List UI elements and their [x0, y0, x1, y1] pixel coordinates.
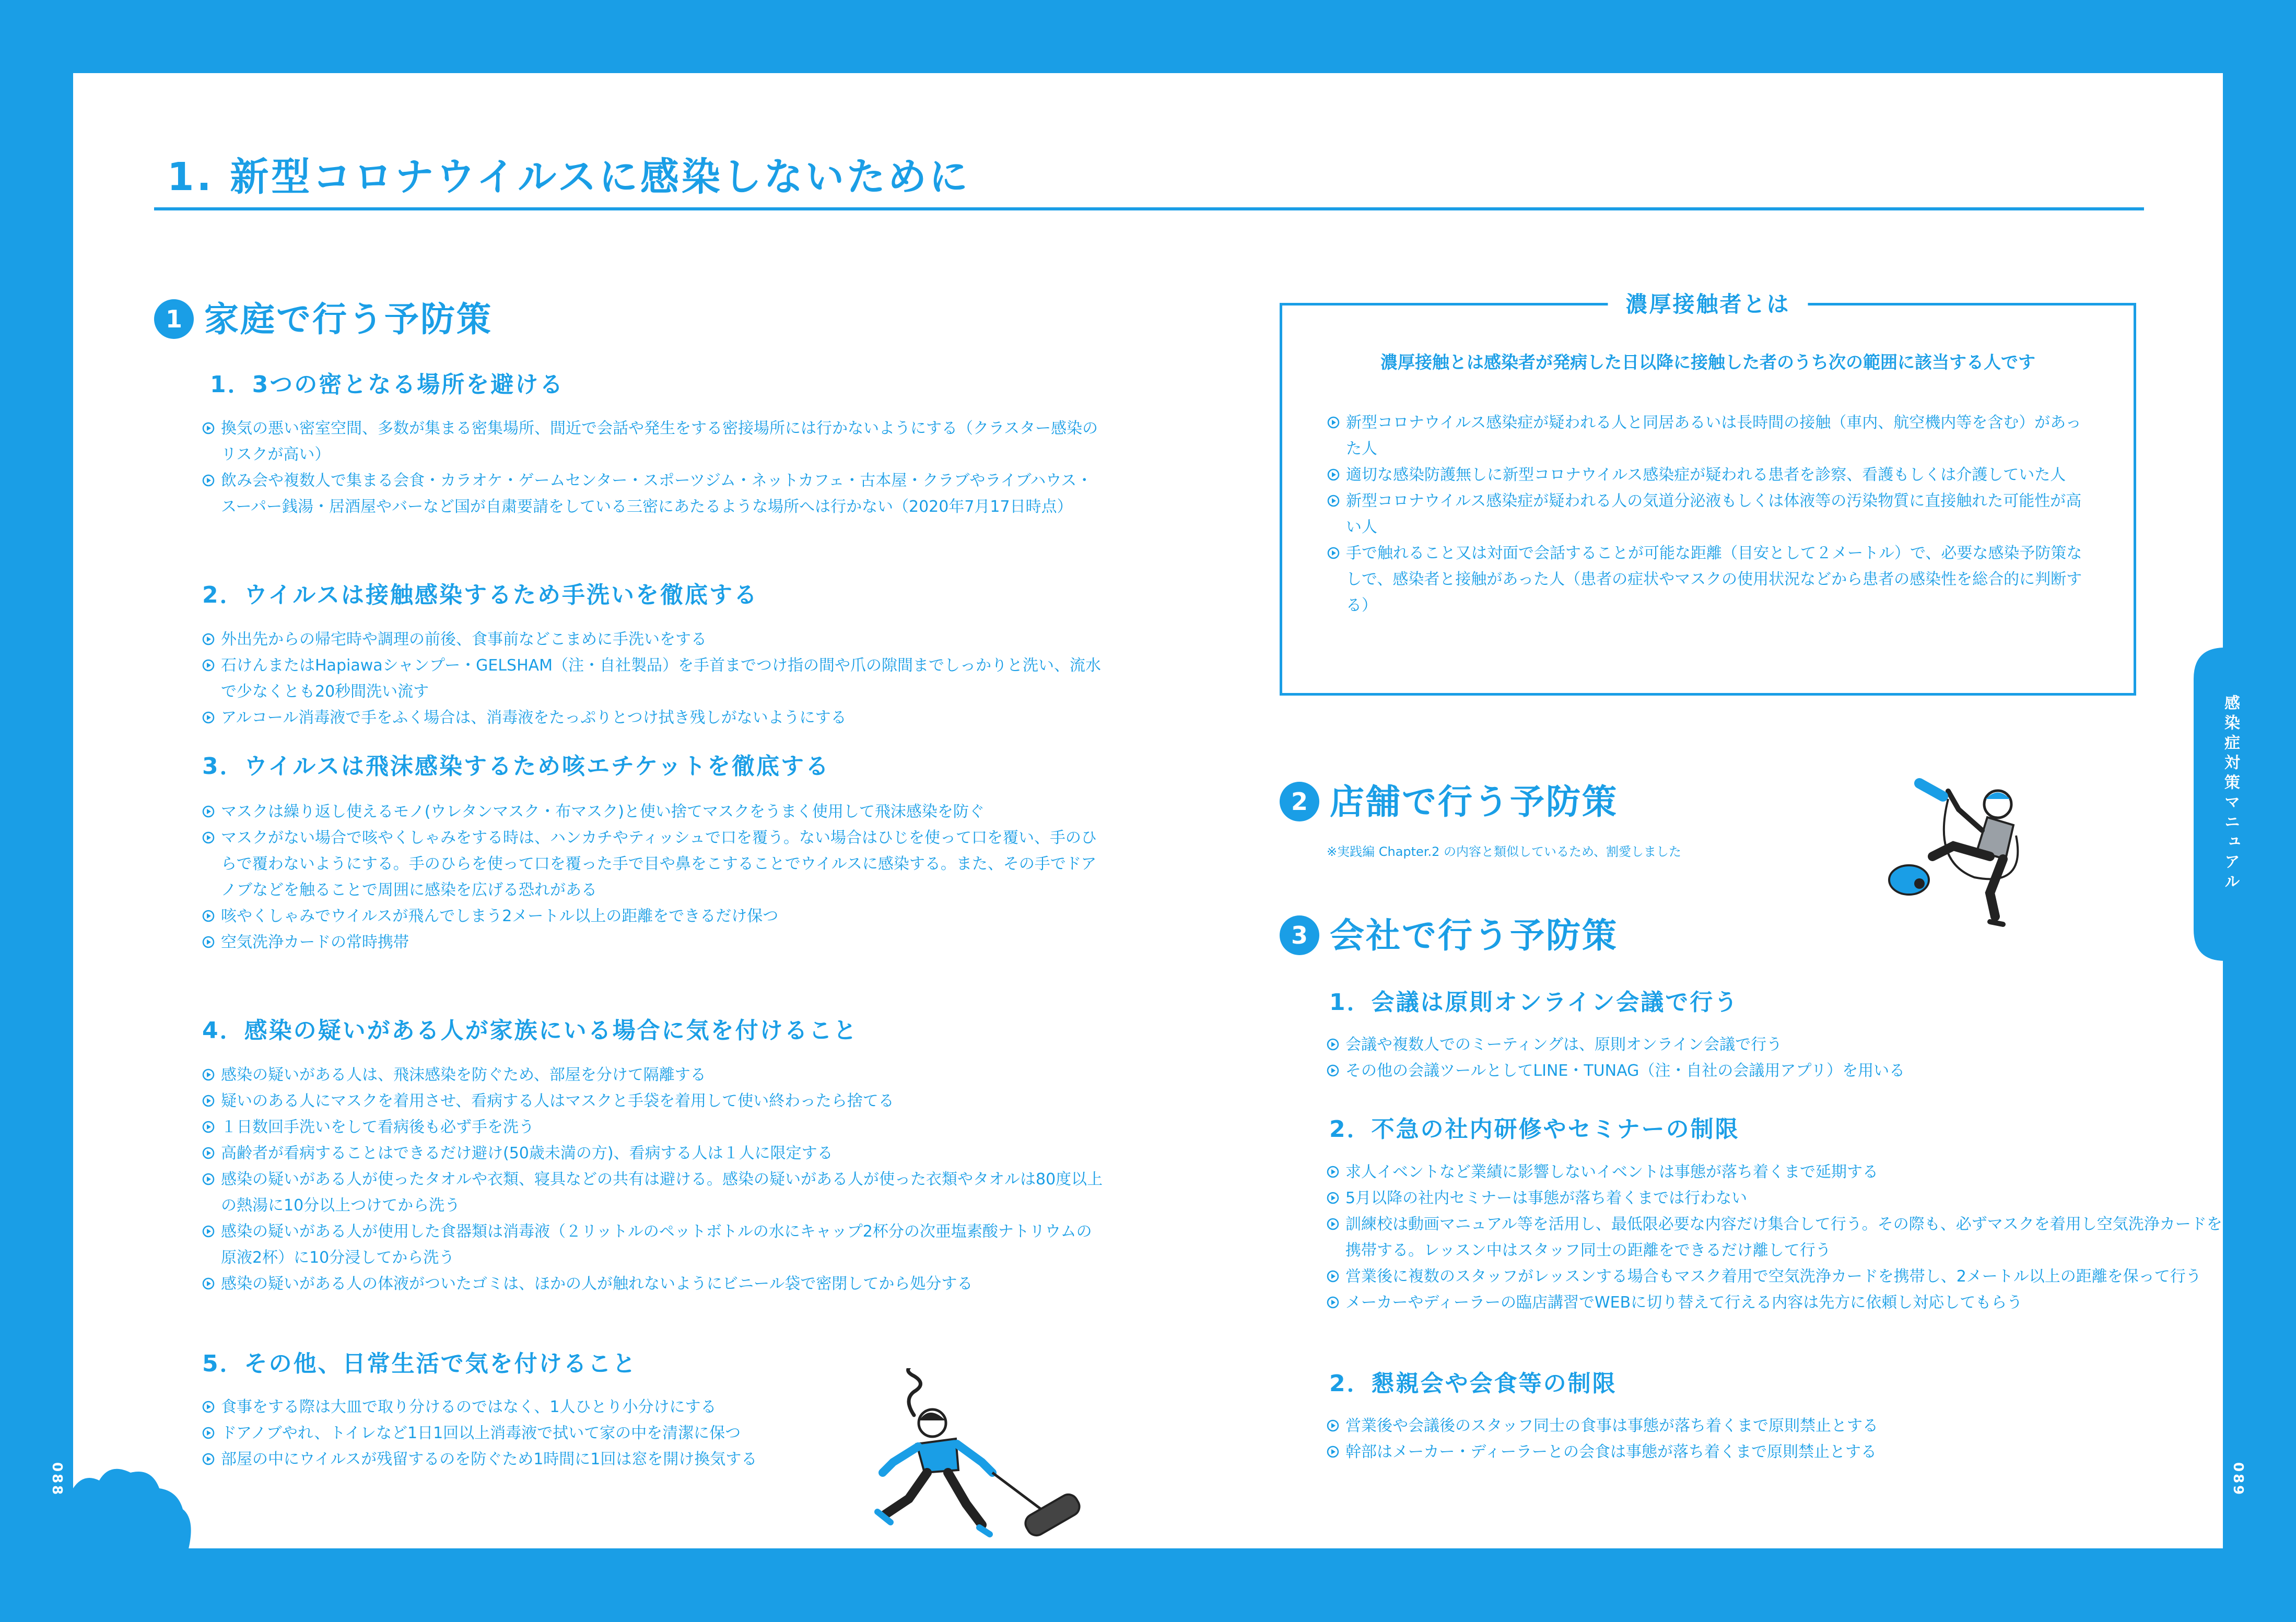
list-item-text: 部屋の中にウイルスが残留するのを防ぐため1時間に1回は窓を開け換気する: [221, 1450, 757, 1468]
list-item-text: マスクは繰り返し使えるモノ(ウレタンマスク・布マスク)と使い捨てマスクをうまく使用して飛沫感染を防ぐ: [221, 803, 985, 821]
side-tab: [2194, 648, 2267, 961]
list-item: [1327, 1439, 2223, 1465]
list-item-text: 食事をする際は大皿で取り分けるのではなく、1人ひとり小分けにする: [221, 1398, 717, 1416]
play-bullet-icon: [1327, 1064, 1339, 1077]
play-bullet-icon: [1327, 468, 1340, 481]
list-item: [202, 1114, 1106, 1141]
box-lead-text: 濃厚接触とは感染者が発病した日以降に接触した者のうち次の範囲に該当する人です: [1380, 352, 2035, 372]
list-item: [202, 903, 1106, 930]
section-number-badge: 3: [1280, 915, 1319, 955]
bullet-list: [202, 416, 1106, 520]
list-item-text: 外出先からの帰宅時や調理の前後、食事前などこまめに手洗いをする: [221, 630, 707, 649]
play-bullet-icon: [202, 831, 215, 844]
list-item: [202, 705, 1106, 731]
list-item-text: マスクがない場合で咳やくしゃみをする時は、ハンカチやティッシュで口を覆う。ない場合はひじを使って口を覆い、手のひらで覆わないようにする。手のひらを使って口を覆った手で目や鼻をこすることでウイルスに感染する。また、その手でドアノブなどを触ることで周囲に感染を広げる恐れがある: [221, 829, 1097, 899]
list-item-text: 新型コロナウイルス感染症が疑われる人の気道分泌液もしくは体液等の汚染物質に直接触れた可能性が高い人: [1346, 492, 2082, 536]
list-item: [1327, 1032, 2223, 1058]
play-bullet-icon: [1327, 1038, 1339, 1051]
cloud-decoration: [73, 1452, 198, 1551]
list-item: [202, 1219, 1106, 1271]
list-item: [202, 627, 1106, 653]
play-bullet-icon: [1327, 1270, 1339, 1283]
list-item-text: 感染の疑いがある人が使用した食器類は消毒液（２リットルのペットボトルの水にキャップ2杯分の次亜塩素酸ナトリウムの原液2杯）に10分浸してから洗う: [221, 1223, 1092, 1267]
document-page: [73, 73, 2223, 1548]
bullet-list: [202, 627, 1106, 731]
play-bullet-icon: [1327, 1419, 1339, 1432]
play-bullet-icon: [1327, 1296, 1339, 1309]
list-item-text: 疑いのある人にマスクを着用させ、看病する人はマスクと手袋を着用して使い終わったら捨てる: [221, 1092, 894, 1110]
list-item-text: 営業後に複数のスタッフがレッスンする場合もマスク着用で空気洗浄カードを携帯し、2メートル以上の距離を保って行う: [1345, 1267, 2201, 1286]
play-bullet-icon: [1327, 547, 1340, 559]
list-item-text: 高齢者が看病することはできるだけ避け(50歳未満の方)、看病する人は１人に限定する: [221, 1144, 833, 1162]
list-item-text: 咳やくしゃみでウイルスが飛んでしまう2メートル以上の距離をできるだけ保つ: [221, 907, 779, 925]
play-bullet-icon: [202, 711, 215, 724]
list-item-text: 石けんまたはHapiawaシャンプー・GELSHAM（注・自社製品）を手首までつけ指の間や爪の隙間までしっかりと洗い、流水で少なくとも20秒間洗い流す: [221, 656, 1102, 701]
play-bullet-icon: [202, 474, 215, 487]
list-item-text: 感染の疑いがある人の体液がついたゴミは、ほかの人が触れないようにビニール袋で密閉してから処分する: [221, 1275, 973, 1293]
list-item: [1327, 1159, 2223, 1185]
subsection-heading: 1．3つの密となる場所を避ける: [210, 371, 565, 398]
subsection-heading: 5．その他、日常生活で気を付けること: [202, 1350, 637, 1377]
bullet-list: [1327, 1413, 2223, 1465]
subsection-heading: 2．ウイルスは接触感染するため手洗いを徹底する: [202, 582, 758, 608]
list-item: [202, 1141, 1106, 1167]
list-item-text: 幹部はメーカー・ディーラーとの会食は事態が落ち着くまで原則禁止とする: [1345, 1443, 1877, 1461]
man-vacuuming-illustration: [1870, 768, 2037, 940]
play-bullet-icon: [202, 805, 215, 818]
list-item: [202, 799, 1106, 825]
box-title: 濃厚接触者とは: [1608, 289, 1808, 320]
play-bullet-icon: [202, 936, 215, 948]
list-item-text: 訓練校は動画マニュアル等を活用し、最低限必要な内容だけ集合して行う。その際も、必ずマスクを着用し空気洗浄カードを携帯する。レッスン中はスタッフ同士の距離をできるだけ離して行う: [1345, 1215, 2222, 1260]
side-tab-label: 感染症対策マニュアル: [2221, 695, 2240, 893]
subsection-heading: 3．ウイルスは飛沫感染するため咳エチケットを徹底する: [202, 753, 830, 780]
play-bullet-icon: [202, 1147, 215, 1159]
play-bullet-icon: [202, 1277, 215, 1290]
play-bullet-icon: [202, 1453, 215, 1465]
list-item-text: 5月以降の社内セミナーは事態が落ち着くまでは行わない: [1345, 1189, 1748, 1207]
list-item: [202, 825, 1106, 903]
section-title: 家庭で行う予防策: [204, 299, 493, 339]
section-title: 会社で行う予防策: [1330, 915, 1618, 956]
play-bullet-icon: [1327, 1218, 1339, 1230]
play-bullet-icon: [202, 910, 215, 922]
section-store-prevention: [1280, 776, 1802, 828]
list-item: [1327, 1185, 2223, 1212]
play-bullet-icon: [1327, 416, 1340, 429]
list-item-text: 空気洗浄カードの常時携帯: [221, 933, 409, 951]
list-item-text: 感染の疑いがある人は、飛沫感染を防ぐため、部屋を分けて隔離する: [221, 1066, 706, 1084]
woman-cleaning-illustration: [825, 1368, 1118, 1546]
page-number-right: 089: [2230, 1462, 2246, 1497]
list-item: [202, 1271, 1106, 1297]
list-item: [202, 1062, 1106, 1088]
list-item: [1327, 462, 2095, 488]
play-bullet-icon: [202, 422, 215, 434]
play-bullet-icon: [1327, 495, 1340, 507]
subsection-heading: 2．懇親会や会食等の制限: [1329, 1370, 1617, 1397]
list-item-text: 会議や複数人でのミーティングは、原則オンライン会議で行う: [1345, 1036, 1783, 1054]
play-bullet-icon: [202, 1401, 215, 1413]
list-item-text: 感染の疑いがある人が使ったタオルや衣類、寝具などの共有は避ける。感染の疑いがある人が使った衣類やタオルは80度以上の熱湯に10分以上つけてから洗う: [221, 1170, 1103, 1215]
list-item: [1327, 1290, 2223, 1316]
play-bullet-icon: [1327, 1192, 1339, 1204]
list-item: [1327, 1212, 2223, 1264]
bullet-list: [202, 799, 1106, 956]
list-item-text: その他の会議ツールとしてLINE・TUNAG（注・自社の会議用アプリ）を用いる: [1345, 1062, 1905, 1080]
omission-note: ※実践編 Chapter.2 の内容と類似しているため、割愛しました: [1327, 844, 1682, 859]
close-contact-definition-box: [1280, 291, 2136, 696]
list-item: [1327, 540, 2095, 619]
subsection-heading: 1．会議は原則オンライン会議で行う: [1329, 989, 1739, 1016]
bullet-list: [1327, 1032, 2223, 1084]
list-item: [202, 1167, 1106, 1219]
subsection-heading: 4．感染の疑いがある人が家族にいる場合に気を付けること: [202, 1017, 858, 1044]
list-item: [202, 1394, 892, 1420]
bullet-list: [202, 1394, 892, 1473]
list-item-text: 営業後や会議後のスタッフ同士の食事は事態が落ち着くまで原則禁止とする: [1345, 1417, 1878, 1435]
play-bullet-icon: [1327, 1445, 1339, 1458]
list-item: [202, 1088, 1106, 1114]
list-item: [202, 416, 1106, 468]
list-item: [1327, 488, 2095, 540]
list-item: [1327, 410, 2095, 462]
bullet-list: [1327, 1159, 2223, 1316]
list-item-text: アルコール消毒液で手をふく場合は、消毒液をたっぷりとつけ拭き残しがないようにする: [221, 709, 847, 727]
bullet-list: [1327, 410, 2095, 619]
list-item: [202, 930, 1106, 956]
section-number-badge: 2: [1280, 782, 1319, 821]
list-item: [202, 653, 1106, 705]
list-item-text: ドアノブやれ、トイレなど1日1回以上消毒液で拭いて家の中を清潔に保つ: [221, 1424, 741, 1442]
play-bullet-icon: [202, 1095, 215, 1107]
list-item-text: 換気の悪い密室空間、多数が集まる密集場所、間近で会話や発生をする密接場所には行かないようにする（クラスター感染のリスクが高い）: [221, 419, 1098, 464]
list-item: [1327, 1264, 2223, 1290]
list-item-text: 求人イベントなど業績に影響しないイベントは事態が落ち着くまで延期する: [1345, 1163, 1878, 1181]
page-title: 1. 新型コロナウイルスに感染しないために: [167, 155, 970, 199]
play-bullet-icon: [1327, 1166, 1339, 1178]
list-item-text: 新型コロナウイルス感染症が疑われる人と同居あるいは長時間の接触（車内、航空機内等を含む）があった人: [1346, 414, 2081, 458]
list-item-text: 飲み会や複数人で集まる会食・カラオケ・ゲームセンター・スポーツジム・ネットカフェ・古本屋・クラブやライブハウス・スーパー銭湯・居酒屋やバーなど国が自粛要請をしている三密にあたるような場所へは行かない（2020年7月17日時点）: [221, 472, 1093, 516]
section-title: 店舗で行う予防策: [1330, 782, 1618, 822]
title-underline: [154, 207, 2144, 210]
play-bullet-icon: [202, 1225, 215, 1238]
list-item-text: 適切な感染防護無しに新型コロナウイルス感染症が疑われる患者を診察、看護もしくは介護していた人: [1346, 466, 2066, 484]
section-home-prevention: [154, 293, 833, 346]
play-bullet-icon: [202, 1068, 215, 1081]
subsection-heading: 2．不急の社内研修やセミナーの制限: [1329, 1116, 1740, 1143]
list-item: [202, 1420, 892, 1447]
page-number-left: 088: [49, 1462, 65, 1497]
play-bullet-icon: [202, 659, 215, 672]
list-item-text: 手で触れること又は対面で会話することが可能な距離（目安として２メートル）で、必要な感染予防策なしで、感染者と接触があった人（患者の症状やマスクの使用状況などから患者の感染性を総合的に判断する）: [1346, 544, 2082, 615]
list-item-text: １日数回手洗いをして看病後も必ず手を洗う: [221, 1118, 534, 1136]
list-item: [202, 1447, 892, 1473]
play-bullet-icon: [202, 1121, 215, 1133]
list-item: [202, 468, 1106, 520]
section-company-prevention: [1280, 910, 1802, 962]
section-number-badge: 1: [154, 299, 194, 339]
play-bullet-icon: [202, 633, 215, 645]
list-item: [1327, 1058, 2223, 1084]
bullet-list: [202, 1062, 1106, 1297]
play-bullet-icon: [202, 1173, 215, 1185]
list-item: [1327, 1413, 2223, 1439]
list-item-text: メーカーやディーラーの臨店講習でWEBに切り替えて行える内容は先方に依頼し対応してもらう: [1345, 1294, 2023, 1312]
play-bullet-icon: [202, 1427, 215, 1439]
